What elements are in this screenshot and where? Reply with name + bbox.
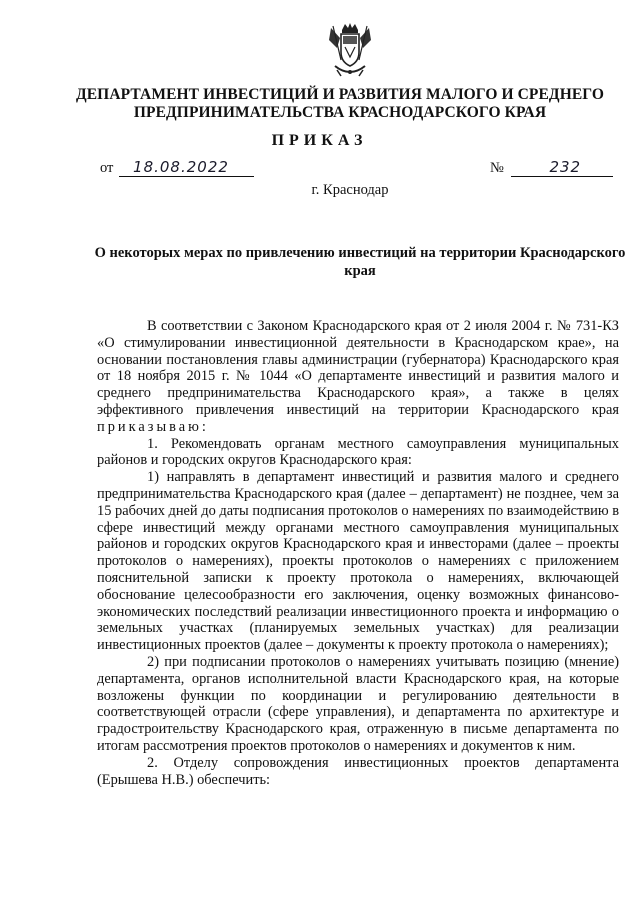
number-value: 232	[549, 158, 582, 176]
document-type-title: ПРИКАЗ	[271, 132, 368, 149]
paragraph-1: 1. Рекомендовать органам местного самоуправления муниципальных районов и городских округов Краснодарского края:	[97, 435, 619, 469]
decree-word: приказываю:	[97, 418, 209, 435]
document-body	[97, 318, 619, 788]
date-prefix: от	[100, 160, 114, 176]
date-value: 18.08.2022	[133, 158, 229, 176]
document-subject: О некоторых мерах по привлечению инвестиций на территории Краснодарского края	[94, 245, 626, 279]
number-field	[511, 160, 613, 177]
paragraph-intro	[97, 318, 619, 436]
number-row	[490, 160, 613, 177]
city: г. Краснодар	[311, 182, 389, 198]
coat-of-arms-icon	[327, 22, 373, 80]
number-prefix: №	[490, 160, 504, 176]
date-field	[119, 160, 254, 177]
date-row	[100, 160, 254, 177]
paragraph-1-1: 1) направлять в департамент инвестиций и развития малого и среднего предпринимательства Краснодарского края (далее – департамент) не позднее, чем за 15 рабочих дней до даты подписания протоколов о намерениях по взаимодействию в сфере инвестиций между органами местного самоуправления муниципальных районов и городских округов Краснодарского края и инвесторами (далее – проекты протоколов о намерениях), проекты протоколов о намерениях с приложением пояснительной записки к проекту протокола о намерениях, включающей обоснование целесообразности его заключения, оценку возможных финансово-экономических последствий реализации инвестиционного проекта и информацию о земельных участках (планируемых земельных участках) для реализации инвестиционных проектов (далее – документы к проекту протокола о намерениях);	[97, 469, 619, 654]
paragraph-2: 2. Отделу сопровождения инвестиционных проектов департамента (Ерышева Н.В.) обеспечить:	[97, 754, 619, 788]
intro-text: В соответствии с Законом Краснодарского края от 2 июля 2004 г. № 731-КЗ «О стимулировании инвестиционной деятельности в Краснодарском крае», на основании постановления главы администрации (губернатора) Краснодарского края от 18 ноября 2015 г. № 1044 «О департаменте инвестиций и развития малого и среднего предпринимательства Краснодарского края», а также в целях эффективного привлечения инвестиций на территории Краснодарского края	[97, 318, 619, 418]
paragraph-1-2: 2) при подписании протоколов о намерениях учитывать позицию (мнение) департамента, органов исполнительной власти Краснодарского края, на которые возложены функции по координации и регулированию деятельности в соответствующей отрасли (сфере управления), и департамента по архитектуре и градостроительству Краснодарского края, отраженную в письме департамента по итогам рассмотрения проектов протоколов о намерениях и документов к ним.	[97, 653, 619, 754]
department-name: ДЕПАРТАМЕНТ ИНВЕСТИЦИЙ И РАЗВИТИЯ МАЛОГО И СРЕДНЕГО ПРЕДПРИНИМАТЕЛЬСТВА КРАСНОДАРСКОГО КРАЯ	[75, 86, 605, 121]
